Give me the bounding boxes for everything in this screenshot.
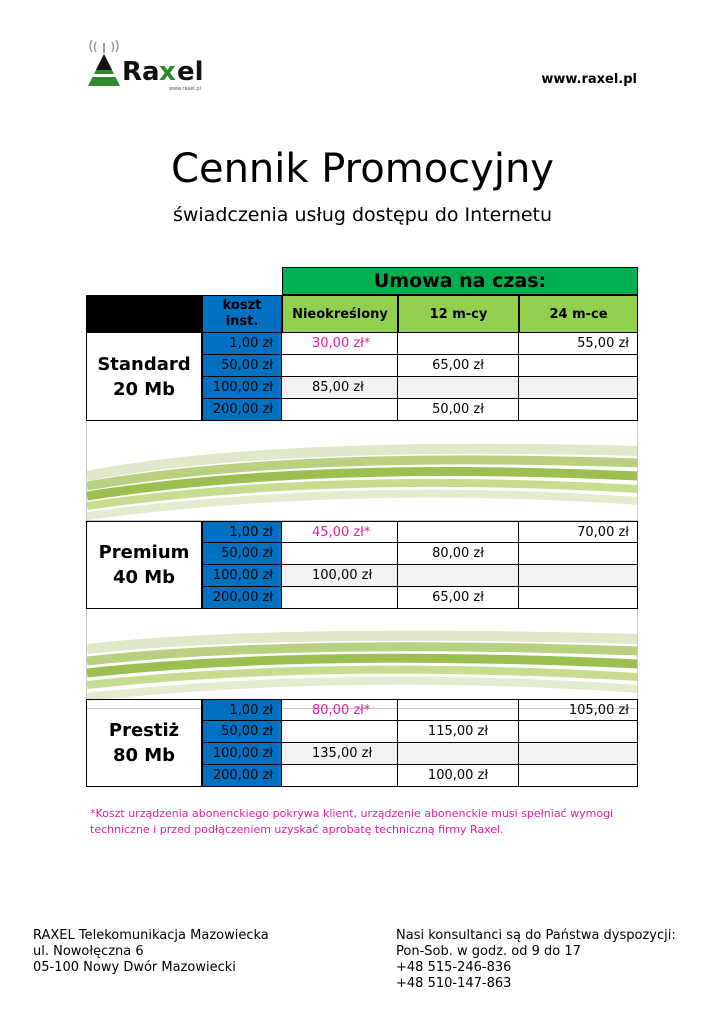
table-row: [202, 721, 638, 743]
price-12m: 50,00 zł: [398, 399, 519, 421]
svg-text:el: el: [177, 57, 204, 87]
price-24m: 70,00 zł: [519, 521, 638, 543]
install-cost: 1,00 zł: [202, 521, 282, 543]
install-cost: 50,00 zł: [202, 721, 282, 743]
price-indefinite: [282, 721, 398, 743]
price-indefinite: 85,00 zł: [282, 377, 398, 399]
price-24m: [519, 743, 638, 765]
table-row: [202, 543, 638, 565]
contact-intro: Nasi konsultanci są do Państwa dyspozycji:: [396, 928, 676, 943]
price-24m: 105,00 zł: [519, 699, 638, 721]
table-row: [202, 377, 638, 399]
table-row: [202, 743, 638, 765]
install-cost: 200,00 zł: [202, 399, 282, 421]
table-row: [202, 521, 638, 543]
price-12m: 65,00 zł: [398, 587, 519, 609]
contract-header: Umowa na czas:: [282, 267, 638, 295]
page-subtitle: świadczenia usług dostępu do Internetu: [172, 204, 553, 226]
price-12m: [398, 333, 519, 355]
price-indefinite: 100,00 zł: [282, 565, 398, 587]
header-12-months: 12 m-cy: [398, 295, 519, 333]
plan-name: Prestiż: [108, 720, 180, 741]
install-cost: 100,00 zł: [202, 743, 282, 765]
price-12m: 115,00 zł: [398, 721, 519, 743]
price-24m: 55,00 zł: [519, 333, 638, 355]
plan-speed: 20 Mb: [112, 378, 176, 400]
install-cost: 200,00 zł: [202, 765, 282, 787]
price-indefinite: 80,00 zł*: [282, 699, 398, 721]
company-address: [33, 928, 269, 976]
price-indefinite: [282, 543, 398, 565]
table-row: [202, 399, 638, 421]
table-row: [202, 587, 638, 609]
price-24m: [519, 543, 638, 565]
price-24m: [519, 565, 638, 587]
price-12m: 100,00 zł: [398, 765, 519, 787]
opening-hours: Pon-Sob. w godz. od 9 do 17: [396, 944, 581, 959]
header-indefinite: Nieokreślony: [282, 295, 398, 333]
cable-banner: [86, 609, 638, 709]
price-indefinite: 135,00 zł: [282, 743, 398, 765]
plan-label: [86, 699, 202, 787]
install-cost: 200,00 zł: [202, 587, 282, 609]
install-cost: 1,00 zł: [202, 699, 282, 721]
plan-standard: [86, 333, 638, 421]
plan-premium: [86, 521, 638, 609]
table-row: [202, 333, 638, 355]
price-indefinite: [282, 587, 398, 609]
svg-text:www.raxel.pl: www.raxel.pl: [169, 86, 201, 92]
install-cost: 1,00 zł: [202, 333, 282, 355]
header-blank: [86, 295, 202, 333]
svg-text:Ra: Ra: [122, 57, 160, 87]
install-cost: 100,00 zł: [202, 565, 282, 587]
price-12m: [398, 377, 519, 399]
plan-speed: 40 Mb: [112, 567, 176, 588]
plan-label: [86, 333, 202, 421]
price-12m: [398, 743, 519, 765]
plan-name: Premium: [98, 542, 190, 563]
company-city: 05-100 Nowy Dwór Mazowiecki: [33, 960, 236, 975]
price-indefinite: 45,00 zł*: [282, 521, 398, 543]
install-cost: 50,00 zł: [202, 543, 282, 565]
cable-image: [87, 609, 638, 709]
price-12m: [398, 521, 519, 543]
price-indefinite: 30,00 zł*: [282, 333, 398, 355]
header-24-months: 24 m-ce: [519, 295, 638, 333]
company-name: RAXEL Telekomunikacja Mazowiecka: [33, 928, 269, 943]
price-12m: [398, 565, 519, 587]
cable-image: [87, 421, 638, 521]
price-24m: [519, 399, 638, 421]
header-install: koszt inst.: [202, 295, 282, 333]
price-indefinite: [282, 355, 398, 377]
price-24m: [519, 355, 638, 377]
price-12m: [398, 699, 519, 721]
svg-text:x: x: [159, 57, 176, 87]
cable-banner: [86, 421, 638, 521]
table-row: [202, 699, 638, 721]
price-indefinite: [282, 765, 398, 787]
page-title: Cennik Promocyjny: [171, 146, 554, 192]
install-cost: 50,00 zł: [202, 355, 282, 377]
table-row: [202, 355, 638, 377]
price-indefinite: [282, 399, 398, 421]
table-row: [202, 565, 638, 587]
raxel-logo: [84, 40, 234, 92]
install-cost: 100,00 zł: [202, 377, 282, 399]
phone-number[interactable]: +48 515-246-836: [396, 960, 512, 975]
company-street: ul. Nowołęczna 6: [33, 944, 144, 959]
plan-label: [86, 521, 202, 609]
footnote: *Koszt urządzenia abonenckiego pokrywa klient, urządzenie abonenckie musi spełniać wymogi techniczne i przed podłączeniem uzyskać aprobatę techniczną firmy Raxel.: [90, 807, 614, 836]
price-12m: 80,00 zł: [398, 543, 519, 565]
plan-prestiz: [86, 699, 638, 787]
plan-speed: 80 Mb: [112, 745, 176, 766]
phone-number[interactable]: +48 510-147-863: [396, 976, 512, 991]
price-24m: [519, 587, 638, 609]
table-row: [202, 765, 638, 787]
price-24m: [519, 377, 638, 399]
website-url[interactable]: www.raxel.pl: [541, 72, 637, 87]
price-24m: [519, 765, 638, 787]
price-24m: [519, 721, 638, 743]
price-12m: 65,00 zł: [398, 355, 519, 377]
plan-name: Standard: [97, 353, 191, 375]
contact-info: [396, 928, 676, 992]
